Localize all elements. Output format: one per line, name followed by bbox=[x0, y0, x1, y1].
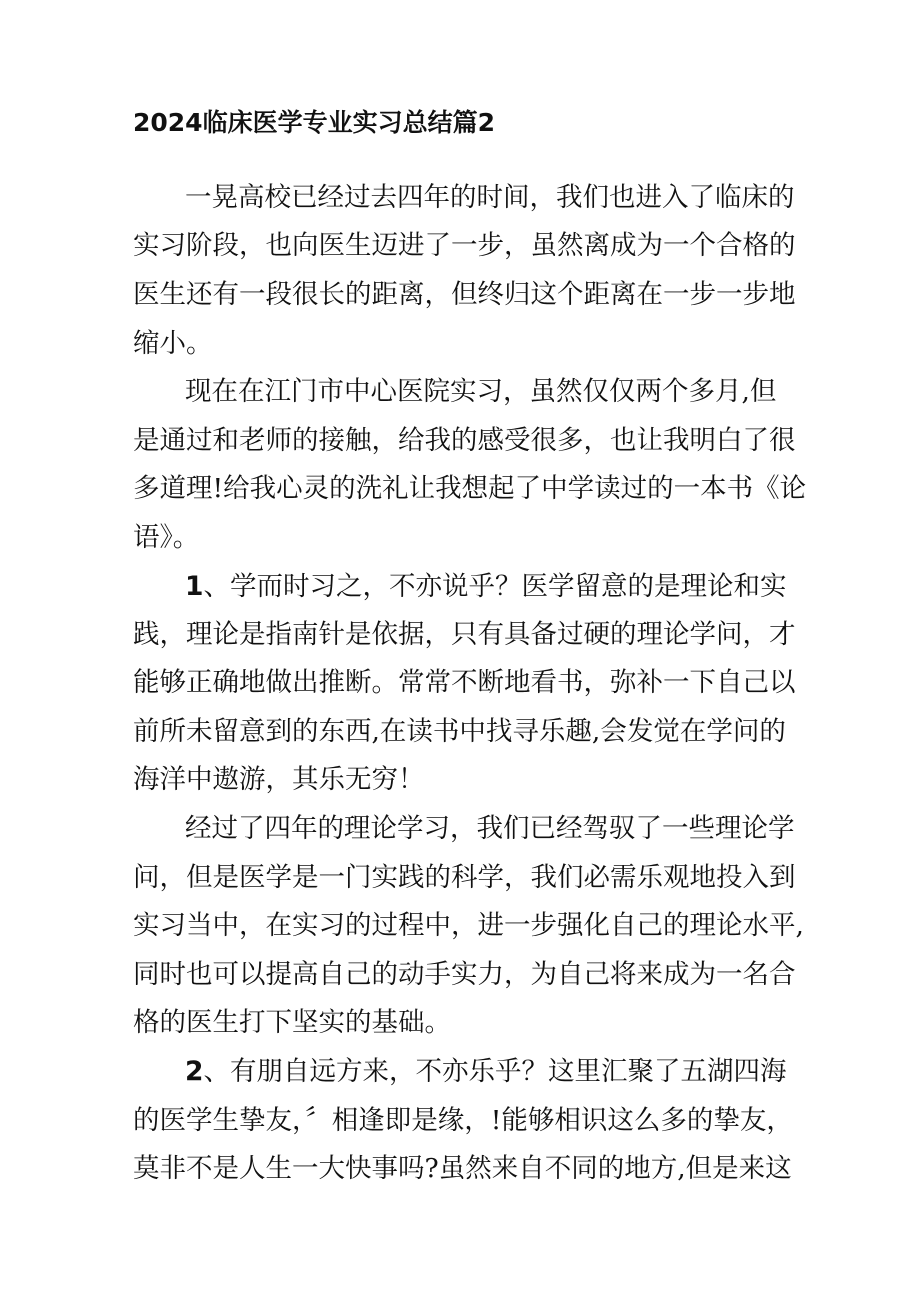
paragraph-line: 前所未留意到的东西,在读书中找寻乐趣,会发觉在学问的 bbox=[133, 716, 786, 747]
paragraph-line: 经过了四年的理论学习，我们已经驾驭了一些理论学 bbox=[185, 813, 795, 844]
paragraph-text: 、有朋自远方来，不亦乐乎？这里汇聚了五湖四海 bbox=[203, 1056, 787, 1087]
paragraph-line: 一晃高校已经过去四年的时间，我们也进入了临床的 bbox=[185, 182, 795, 213]
paragraph-line: 莫非不是人生一大快事吗?虽然来自不同的地方,但是来这 bbox=[133, 1153, 792, 1184]
paragraph-line: 实习当中，在实习的过程中，进一步强化自己的理论水平, bbox=[133, 910, 804, 941]
item-number: 1 bbox=[185, 571, 204, 602]
paragraph-text: 、学而时习之，不亦说乎？医学留意的是理论和实 bbox=[203, 571, 787, 602]
paragraph-line: 多道理!给我心灵的洗礼让我想起了中学读过的一本书《论 bbox=[133, 473, 807, 504]
paragraph-line: 海洋中遨游，其乐无穷！ bbox=[133, 764, 425, 795]
numbered-paragraph-line bbox=[185, 1054, 865, 1090]
paragraph-line: 践，理论是指南针是依据，只有具备过硬的理论学问，才 bbox=[133, 619, 796, 650]
paragraph-line: 的医学生挚友，〞相逢即是缘，!能够相识这么多的挚友， bbox=[133, 1105, 793, 1136]
paragraph-line: 能够正确地做出推断。常常不断地看书，弥补一下自己以 bbox=[133, 667, 796, 698]
paragraph-line: 是通过和老师的接触，给我的感受很多，也让我明白了很 bbox=[133, 425, 796, 456]
item-number: 2 bbox=[185, 1056, 204, 1087]
paragraph-line: 语》。 bbox=[133, 522, 200, 553]
paragraph-line: 缩小。 bbox=[133, 328, 213, 359]
paragraph-line: 实习阶段，也向医生迈进了一步，虽然离成为一个合格的 bbox=[133, 230, 796, 261]
paragraph-line: 医生还有一段很长的距离，但终归这个距离在一步一步地 bbox=[133, 279, 796, 310]
document-title: 2024临床医学专业实习总结篇2 bbox=[133, 108, 495, 137]
paragraph-line: 同时也可以提高自己的动手实力，为自己将来成为一名合 bbox=[133, 959, 796, 990]
paragraph-line: 问，但是医学是一门实践的科学，我们必需乐观地投入到 bbox=[133, 862, 796, 893]
paragraph-line: 格的医生打下坚实的基础。 bbox=[133, 1007, 451, 1038]
paragraph-line: 现在在江门市中心医院实习，虽然仅仅两个多月,但 bbox=[185, 376, 777, 407]
numbered-paragraph-line bbox=[185, 569, 865, 605]
